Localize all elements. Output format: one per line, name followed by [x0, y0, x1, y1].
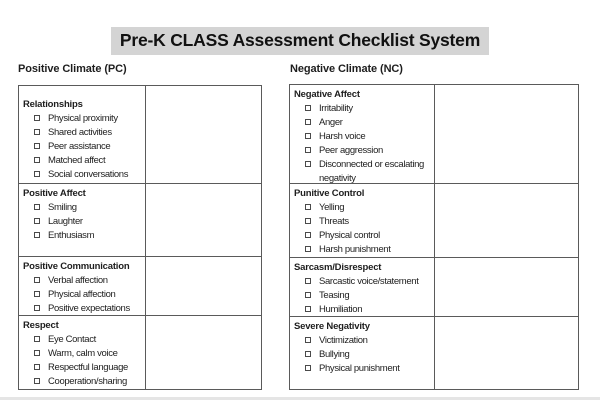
checklist-item-label: Threats	[319, 216, 349, 227]
checklist-item-label: Irritability	[319, 103, 353, 114]
section-heading: Positive Communication	[23, 261, 130, 272]
checkbox-icon[interactable]	[305, 119, 311, 125]
checklist-item	[290, 243, 432, 257]
notes-cell	[435, 258, 578, 316]
table-row	[19, 315, 261, 389]
column-header-positive-climate: Positive Climate (PC)	[18, 63, 127, 75]
checkbox-icon[interactable]	[305, 246, 311, 252]
indicator-cell	[19, 316, 146, 389]
checklist-item	[290, 275, 432, 289]
checklist-item	[19, 126, 143, 140]
title-bar	[0, 27, 600, 55]
checklist-item-label: Positive expectations	[48, 303, 130, 314]
notes-cell	[435, 184, 578, 257]
checkbox-icon[interactable]	[34, 305, 40, 311]
checklist-item-label: Warm, calm voice	[48, 348, 118, 359]
checkbox-icon[interactable]	[34, 336, 40, 342]
checkbox-icon[interactable]	[305, 232, 311, 238]
checklist-item-label: Respectful language	[48, 362, 128, 373]
checklist-item-label: Shared activities	[48, 127, 112, 138]
checklist-item-label: Laughter	[48, 215, 83, 227]
checklist-item	[19, 302, 143, 315]
indicator-cell	[19, 257, 146, 315]
checklist-item	[19, 229, 143, 243]
checklist-item	[19, 333, 143, 347]
checklist-item-label: Physical affection	[48, 289, 116, 300]
checklist-item-label: Verbal affection	[48, 275, 108, 286]
section-heading: Relationships	[23, 99, 83, 110]
checkbox-icon[interactable]	[34, 157, 40, 163]
checkbox-icon[interactable]	[305, 292, 311, 298]
positive-climate-table	[18, 85, 262, 390]
indicator-cell	[290, 317, 435, 389]
checklist-item-label: Physical control	[319, 230, 380, 241]
checklist-item	[19, 168, 143, 182]
checklist-item-label: Bullying	[319, 349, 350, 360]
table-row	[290, 85, 578, 183]
section-heading: Punitive Control	[294, 188, 365, 199]
table-row	[290, 183, 578, 257]
checklist-item	[19, 274, 143, 288]
page-bottom-edge	[0, 397, 600, 400]
checkbox-icon[interactable]	[34, 291, 40, 297]
checkbox-icon[interactable]	[34, 364, 40, 370]
indicator-cell	[290, 85, 435, 183]
checklist-item-label: Cooperation/sharing	[48, 376, 127, 387]
checklist-item-label: Anger	[319, 117, 343, 128]
column-header-negative-climate: Negative Climate (NC)	[290, 63, 403, 75]
checklist-item-label: Sarcastic voice/statement	[319, 276, 419, 287]
checkbox-icon[interactable]	[34, 378, 40, 384]
checklist-item-label: Teasing	[319, 290, 350, 301]
checklist-item	[290, 303, 432, 316]
checklist-item	[290, 130, 432, 144]
checklist-item	[290, 215, 432, 229]
section-heading: Sarcasm/Disrespect	[294, 262, 382, 273]
checkbox-icon[interactable]	[34, 232, 40, 238]
page-title: Pre-K CLASS Assessment Checklist System	[111, 27, 489, 55]
notes-cell	[435, 317, 578, 389]
checkbox-icon[interactable]	[305, 133, 311, 139]
notes-cell	[146, 86, 261, 183]
checkbox-icon[interactable]	[34, 171, 40, 177]
notes-cell	[146, 316, 261, 389]
checklist-item	[19, 215, 143, 229]
section-heading: Severe Negativity	[294, 321, 370, 332]
checklist-item	[290, 229, 432, 243]
table-row	[19, 256, 261, 315]
indicator-cell	[19, 86, 146, 183]
section-heading: Negative Affect	[294, 89, 360, 100]
checklist-item-label: Eye Contact	[48, 334, 96, 345]
checklist-item	[19, 347, 143, 361]
checklist-item-label: Smiling	[48, 201, 77, 213]
checkbox-icon[interactable]	[34, 143, 40, 149]
checklist-item	[19, 140, 143, 154]
checkbox-icon[interactable]	[305, 337, 311, 343]
checkbox-icon[interactable]	[34, 350, 40, 356]
checklist-item-label: Social conversations	[48, 169, 129, 180]
section-heading: Respect	[23, 320, 59, 331]
checklist-item	[290, 362, 432, 376]
checkbox-icon[interactable]	[34, 218, 40, 224]
table-row	[290, 257, 578, 316]
indicator-cell	[290, 184, 435, 257]
notes-cell	[435, 85, 578, 183]
checkbox-icon[interactable]	[305, 204, 311, 210]
checklist-item	[19, 375, 143, 389]
indicator-cell	[290, 258, 435, 316]
checklist-item	[290, 201, 432, 215]
checkbox-icon[interactable]	[305, 105, 311, 111]
checklist-item-label: Victimization	[319, 335, 368, 346]
checklist-item-label: Yelling	[319, 202, 345, 213]
negative-climate-table	[289, 84, 579, 390]
checkbox-icon[interactable]	[305, 278, 311, 284]
checklist-item-label: Harsh punishment	[319, 244, 391, 255]
checklist-item	[290, 334, 432, 348]
notes-cell	[146, 184, 261, 256]
checklist-item	[290, 116, 432, 130]
checkbox-icon[interactable]	[34, 204, 40, 210]
notes-cell	[146, 257, 261, 315]
checklist-item	[290, 102, 432, 116]
checkbox-icon[interactable]	[305, 351, 311, 357]
checklist-item-label: Physical punishment	[319, 363, 400, 374]
checkbox-icon[interactable]	[305, 161, 311, 167]
checkbox-icon[interactable]	[305, 147, 311, 153]
checklist-item	[290, 348, 432, 362]
checkbox-icon[interactable]	[305, 365, 311, 371]
checklist-item-label: Peer aggression	[319, 145, 383, 156]
checklist-item-label: Humiliation	[319, 304, 363, 315]
table-row	[19, 183, 261, 256]
table-row	[290, 316, 578, 389]
checklist-item-label: Matched affect	[48, 155, 106, 166]
checkbox-icon[interactable]	[34, 129, 40, 135]
checklist-item-label: Harsh voice	[319, 131, 366, 142]
checklist-item	[19, 112, 143, 126]
checkbox-icon[interactable]	[305, 218, 311, 224]
table-row	[19, 86, 261, 183]
indicator-cell	[19, 184, 146, 256]
checklist-item	[290, 144, 432, 158]
checklist-item-label: Enthusiasm	[48, 229, 95, 241]
checklist-item	[19, 154, 143, 168]
checklist-item	[290, 289, 432, 303]
checkbox-icon[interactable]	[34, 115, 40, 121]
section-heading: Positive Affect	[23, 187, 86, 199]
checklist-item-label: Disconnected or escalating negativity	[319, 159, 424, 183]
checkbox-icon[interactable]	[305, 306, 311, 312]
checklist-item	[19, 288, 143, 302]
checklist-item-label: Physical proximity	[48, 113, 118, 124]
checklist-item-label: Peer assistance	[48, 141, 111, 152]
checklist-item	[290, 158, 432, 183]
checkbox-icon[interactable]	[34, 277, 40, 283]
checklist-item	[19, 361, 143, 375]
checklist-item	[19, 201, 143, 215]
